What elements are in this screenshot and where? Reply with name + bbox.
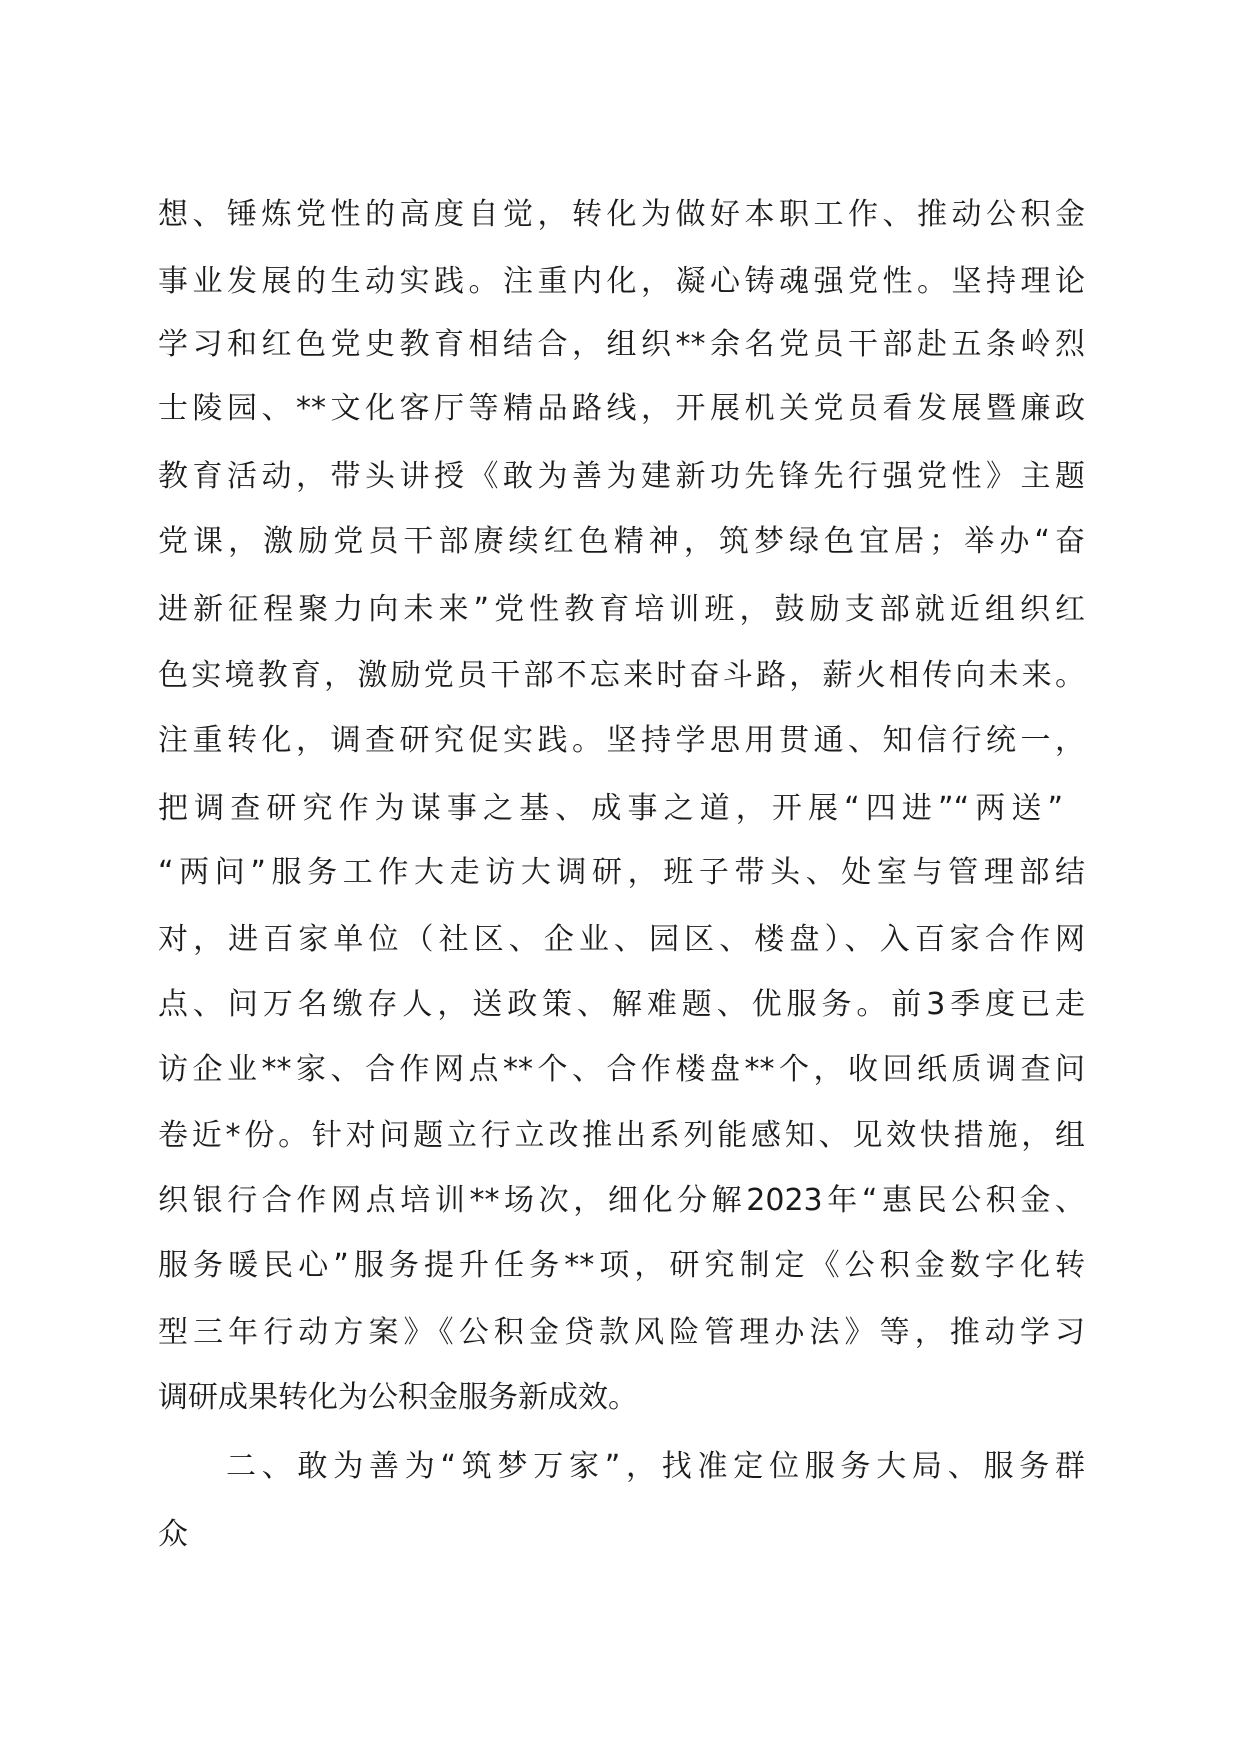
text-line: 事业发展的生动实践。注重内化，凝心铸魂强党性。坚持理论 <box>158 264 1085 299</box>
text-line: 服务暖民心”服务提升任务**项，研究制定《公积金数字化转 <box>158 1248 1085 1283</box>
text-line: 党课，激励党员干部赓续红色精神，筑梦绿色宜居；举办“奋 <box>158 524 1085 559</box>
text-line: 色实境教育，激励党员干部不忘来时奋斗路，薪火相传向未来。 <box>158 658 1085 693</box>
text-line: 教育活动，带头讲授《敢为善为建新功先锋先行强党性》主题 <box>158 459 1085 494</box>
text-line: 士陵园、**文化客厅等精品路线，开展机关党员看发展暨廉政 <box>158 391 1085 426</box>
text-line: 学习和红色党史教育相结合，组织**余名党员干部赴五条岭烈 <box>158 327 1085 362</box>
text-line: 卷近*份。针对问题立行立改推出系列能感知、见效快措施，组 <box>158 1118 1085 1153</box>
text-line: 访企业**家、合作网点**个、合作楼盘**个，收回纸质调查问 <box>158 1052 1085 1087</box>
text-line: 想、锤炼党性的高度自觉，转化为做好本职工作、推动公积金 <box>158 197 1085 232</box>
text-line: “两问”服务工作大走访大调研，班子带头、处室与管理部结 <box>158 855 1085 890</box>
section-heading-continuation: 众 <box>158 1517 188 1552</box>
text-line: 进新征程聚力向未来”党性教育培训班，鼓励支部就近组织红 <box>158 592 1085 627</box>
text-line: 点、问万名缴存人，送政策、解难题、优服务。前3季度已走 <box>158 987 1085 1022</box>
text-line: 把调查研究作为谋事之基、成事之道，开展“四进”“两送” <box>158 791 1063 826</box>
text-line: 对，进百家单位（社区、企业、园区、楼盘）、入百家合作网 <box>158 922 1085 957</box>
text-line: 型三年行动方案》《公积金贷款风险管理办法》等，推动学习 <box>158 1315 1085 1350</box>
text-line: 调研成果转化为公积金服务新成效。 <box>158 1380 638 1415</box>
text-line: 织银行合作网点培训**场次，细化分解2023年“惠民公积金、 <box>158 1183 1085 1218</box>
section-heading: 二、敢为善为“筑梦万家”，找准定位服务大局、服务群 <box>226 1449 1085 1484</box>
text-line: 注重转化，调查研究促实践。坚持学思用贯通、知信行统一， <box>158 723 1085 758</box>
